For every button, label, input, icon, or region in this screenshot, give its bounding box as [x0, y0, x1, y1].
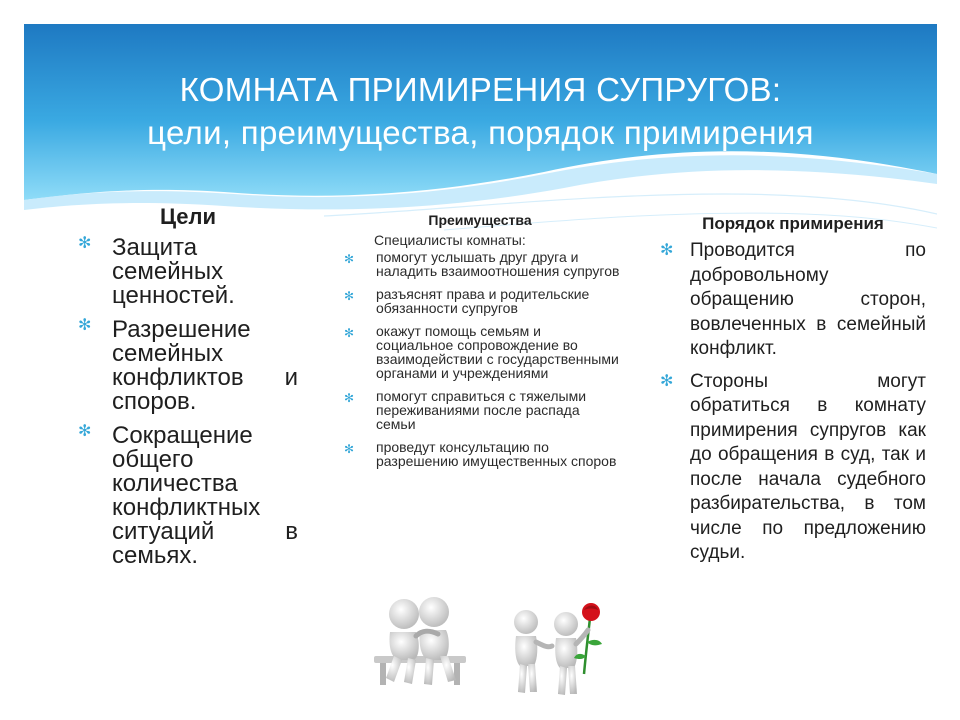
order-list-item	[660, 239, 926, 362]
advantages-list	[340, 250, 620, 468]
slide-title	[24, 68, 937, 154]
goals-item-text: Защита семейных ценностей.	[112, 234, 235, 309]
asterisk-bullet-icon: ✻	[344, 326, 355, 340]
advantages-heading: Преимущества	[428, 212, 532, 228]
asterisk-bullet-icon: ✻	[78, 317, 92, 334]
goals-item-text: Сокращение общего количества конфликтных ситуаций в семьях.	[112, 422, 298, 569]
order-list-item	[660, 370, 926, 566]
asterisk-bullet-icon: ✻	[78, 423, 92, 440]
advantages-item-text: окажут помощь семьям и социальное сопровождение во взаимодействии с государственными органами и учреждениями	[376, 323, 619, 381]
asterisk-bullet-icon: ✻	[344, 252, 355, 266]
advantages-item-text: помогут справиться с тяжелыми переживаниями после распада семьи	[376, 388, 587, 432]
goals-list-item	[78, 318, 298, 414]
slide-title-line2: цели, преимущества, порядок примирения	[147, 114, 814, 151]
advantages-intro: Специалисты комнаты:	[374, 232, 526, 248]
goals-heading: Цели	[159, 204, 217, 229]
order-list	[660, 239, 926, 566]
order-item-text: Проводится по добровольному обращению сторон, вовлеченных в семейный конфликт.	[690, 240, 926, 359]
advantages-item-text: проведут консультацию по разрешению имущественных споров	[376, 439, 617, 469]
advantages-list-item	[340, 324, 620, 380]
sitting-couple-figures-icon	[368, 590, 472, 699]
goals-list-item	[78, 424, 298, 568]
goals-list	[78, 236, 298, 568]
asterisk-bullet-icon: ✻	[660, 372, 674, 390]
asterisk-bullet-icon: ✻	[344, 391, 355, 405]
order-item-text: Стороны могут обратиться в комнату примирения супругов как до обращения в суд, так и после начала судебного разбирательства, в том числе по предложению судьи.	[690, 370, 926, 563]
asterisk-bullet-icon: ✻	[660, 242, 674, 259]
figure-giving-rose-icon	[494, 596, 610, 705]
goals-list-item	[78, 236, 298, 308]
advantages-list-item	[340, 440, 620, 468]
order-heading: Порядок примирения	[702, 214, 884, 233]
asterisk-bullet-icon: ✻	[78, 235, 92, 252]
asterisk-bullet-icon: ✻	[344, 289, 355, 303]
slide-title-line1: КОМНАТА ПРИМИРЕНИЯ СУПРУГОВ:	[179, 71, 782, 108]
order-column	[660, 214, 926, 574]
advantages-list-item	[340, 287, 620, 315]
advantages-item-text: разъяснят права и родительские обязанности супругов	[376, 286, 590, 316]
asterisk-bullet-icon: ✻	[344, 442, 355, 456]
advantages-item-text: помогут услышать друг друга и наладить взаимоотношения супругов	[376, 249, 620, 279]
goals-item-text: Разрешение семейных конфликтов и споров.	[112, 316, 298, 415]
advantages-list-item	[340, 250, 620, 278]
advantages-list-item	[340, 389, 620, 431]
advantages-column	[340, 212, 620, 477]
goals-column	[78, 204, 298, 578]
